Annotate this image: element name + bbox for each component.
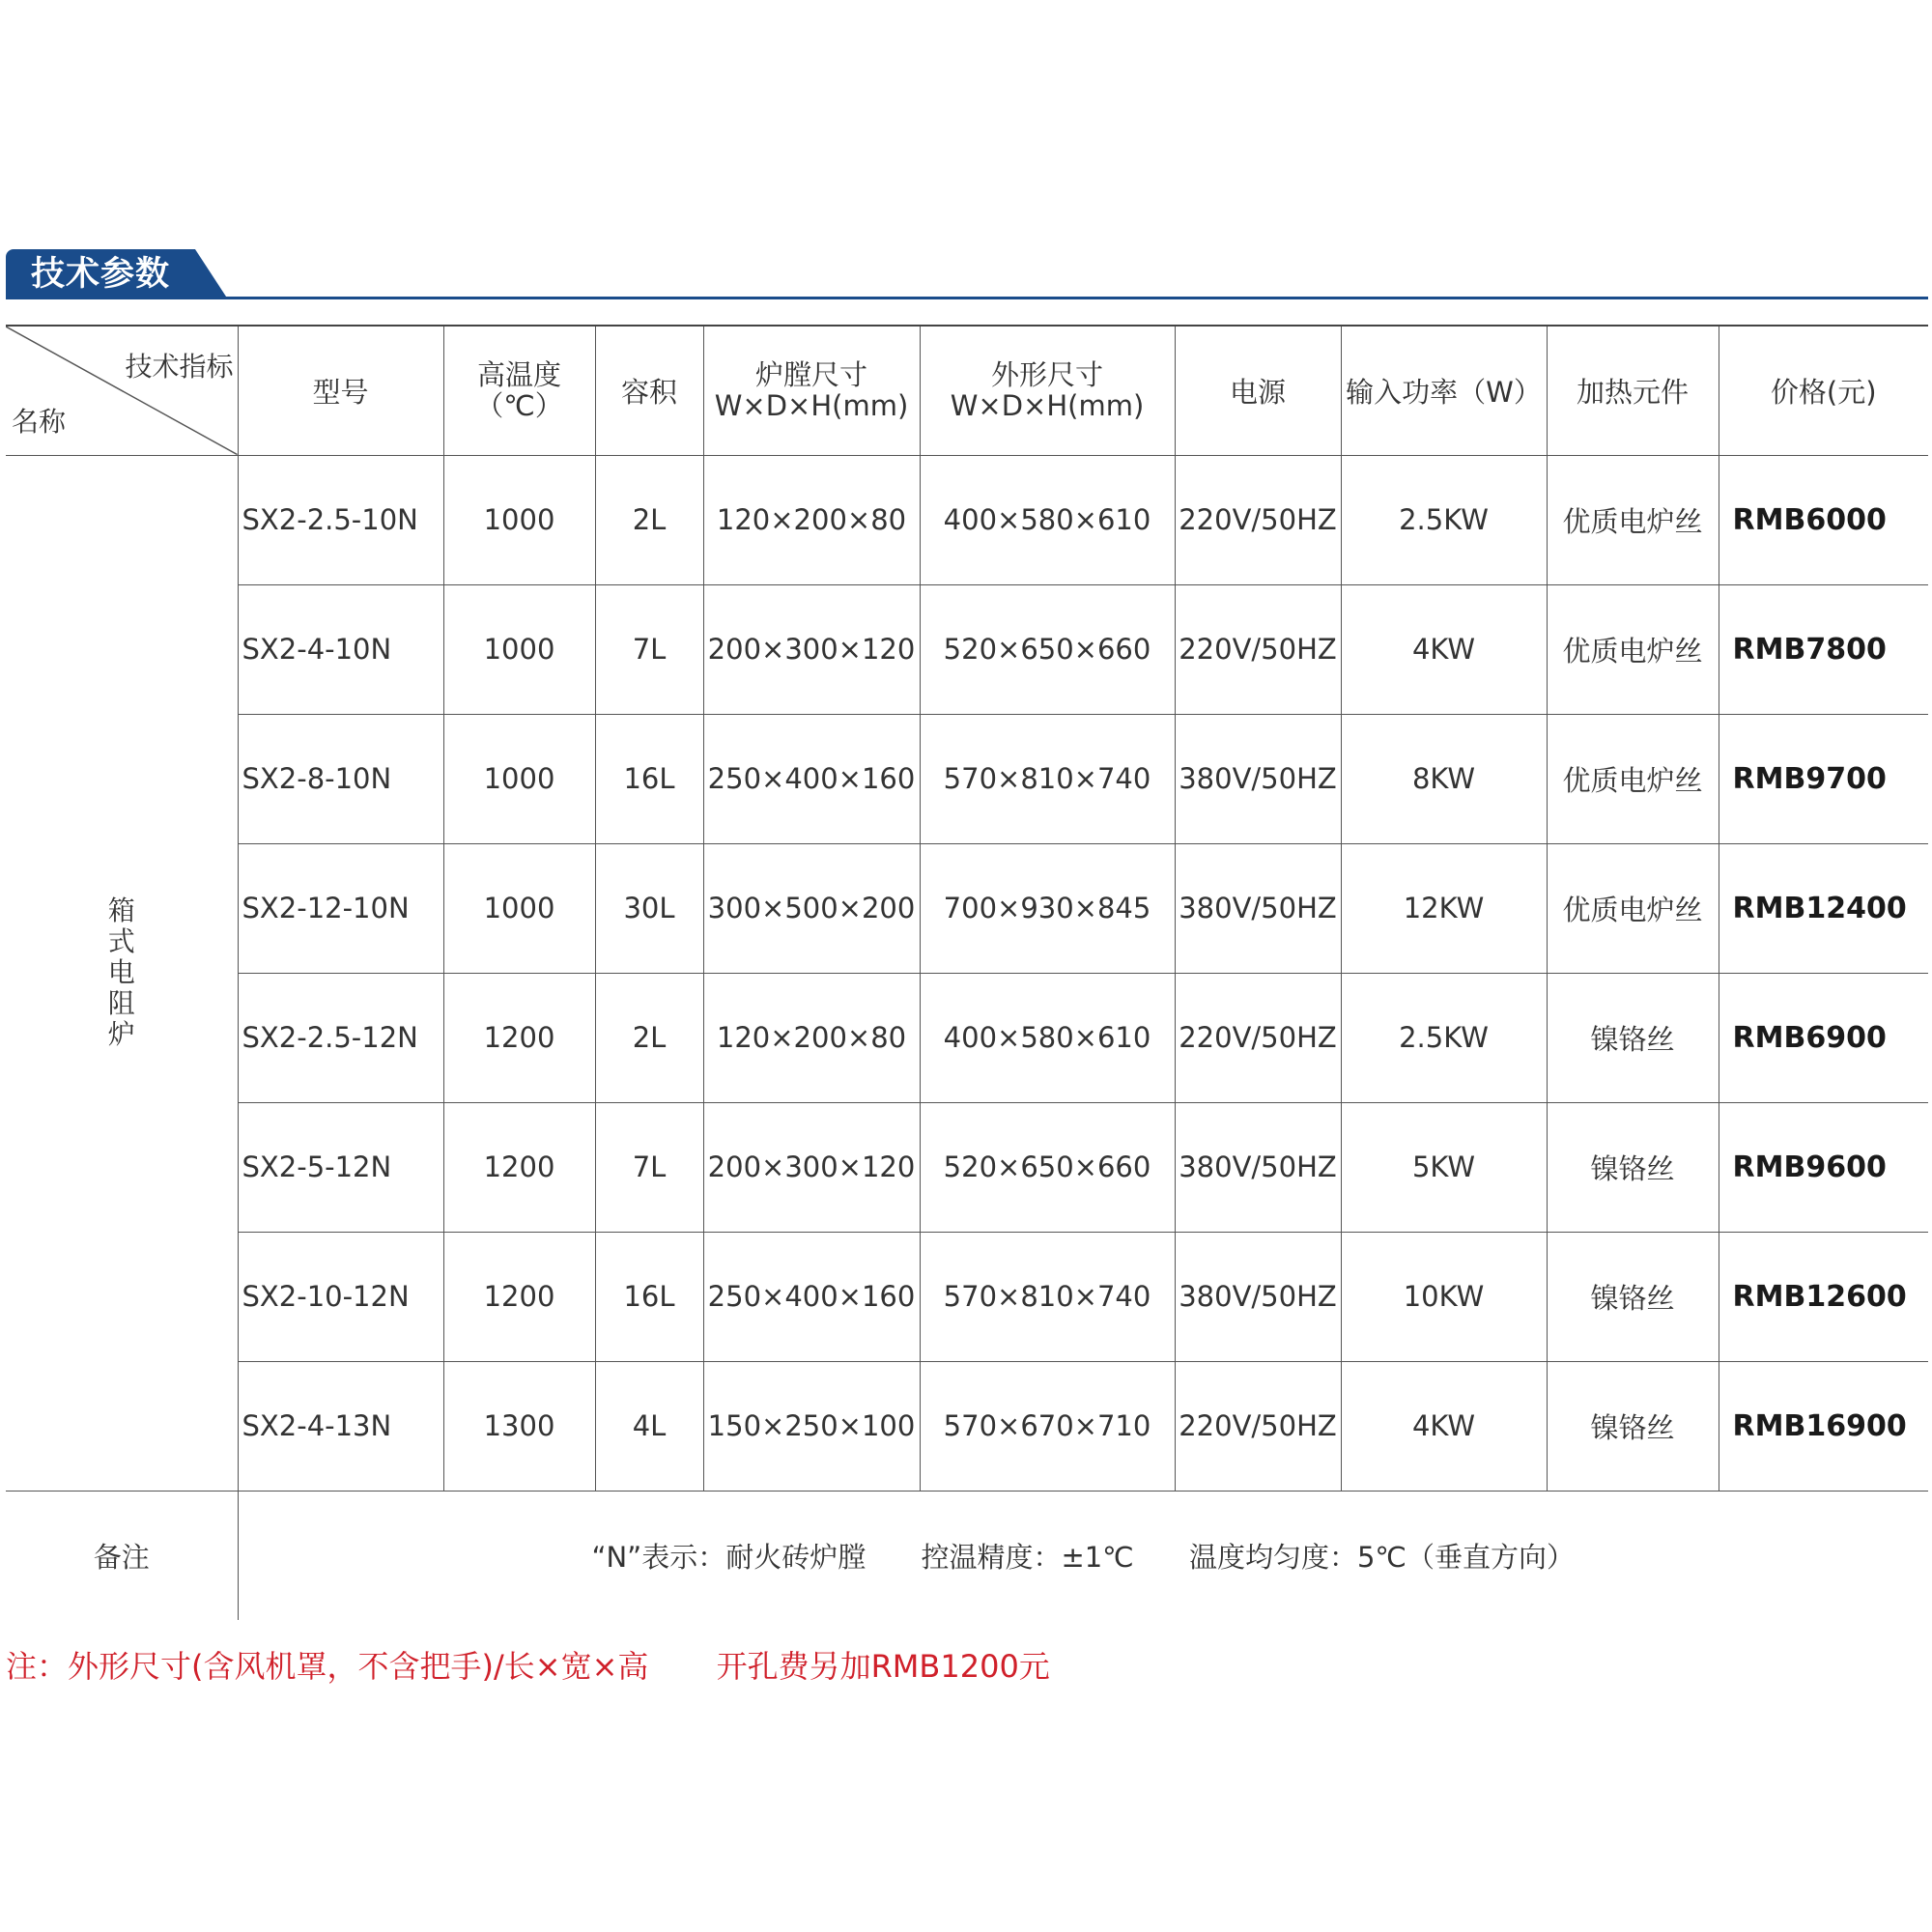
remark-content	[238, 1491, 1928, 1620]
cell-supply: 380V/50HZ	[1175, 1102, 1341, 1232]
cell-temp: 1000	[443, 843, 595, 973]
table-row	[6, 584, 1928, 714]
header-model: 型号	[238, 326, 443, 455]
cell-element: 镍铬丝	[1547, 1102, 1719, 1232]
header-chamber-line1: 炉膛尺寸	[754, 358, 867, 392]
table-row	[6, 843, 1928, 973]
cell-model: SX2-4-13N	[238, 1361, 443, 1491]
header-heating-element: 加热元件	[1547, 326, 1719, 455]
product-name-cell	[6, 455, 238, 1491]
cell-supply: 220V/50HZ	[1175, 455, 1341, 584]
cell-supply: 380V/50HZ	[1175, 843, 1341, 973]
cell-price: RMB12600	[1719, 1232, 1928, 1361]
cell-price: RMB6000	[1719, 455, 1928, 584]
header-temp-line2: （℃）	[475, 389, 563, 423]
cell-temp: 1200	[443, 1232, 595, 1361]
header-outer	[920, 326, 1175, 455]
cell-chamber: 150×250×100	[703, 1361, 920, 1491]
cell-power: 4KW	[1341, 1361, 1547, 1491]
corner-header	[6, 326, 238, 455]
cell-model: SX2-4-10N	[238, 584, 443, 714]
cell-power: 4KW	[1341, 584, 1547, 714]
cell-volume: 16L	[595, 714, 703, 843]
cell-chamber: 120×200×80	[703, 455, 920, 584]
footnote-dimensions: 注：外形尺寸(含风机罩，不含把手)/长×宽×高	[6, 1648, 649, 1685]
cell-supply: 220V/50HZ	[1175, 584, 1341, 714]
cell-volume: 30L	[595, 843, 703, 973]
cell-chamber: 250×400×160	[703, 1232, 920, 1361]
cell-outer: 570×810×740	[920, 714, 1175, 843]
cell-outer: 400×580×610	[920, 455, 1175, 584]
table-row	[6, 455, 1928, 584]
cell-element: 镍铬丝	[1547, 973, 1719, 1102]
cell-price: RMB9700	[1719, 714, 1928, 843]
header-chamber	[703, 326, 920, 455]
cell-temp: 1000	[443, 584, 595, 714]
footnote	[6, 1642, 1050, 1687]
cell-model: SX2-12-10N	[238, 843, 443, 973]
table-row	[6, 1361, 1928, 1491]
cell-power: 8KW	[1341, 714, 1547, 843]
section-title: 技术参数	[31, 255, 171, 294]
cell-element: 优质电炉丝	[1547, 584, 1719, 714]
cell-model: SX2-2.5-10N	[238, 455, 443, 584]
cell-volume: 2L	[595, 973, 703, 1102]
cell-element: 镍铬丝	[1547, 1361, 1719, 1491]
cell-price: RMB12400	[1719, 843, 1928, 973]
cell-element: 优质电炉丝	[1547, 843, 1719, 973]
header-outer-line1: 外形尺寸	[990, 358, 1103, 392]
table-row	[6, 973, 1928, 1102]
cell-volume: 16L	[595, 1232, 703, 1361]
cell-outer: 570×670×710	[920, 1361, 1175, 1491]
cell-volume: 7L	[595, 584, 703, 714]
cell-volume: 2L	[595, 455, 703, 584]
corner-bottom-label: 名称	[12, 405, 67, 438]
cell-chamber: 200×300×120	[703, 584, 920, 714]
header-outer-line2: W×D×H(mm)	[950, 389, 1145, 423]
product-name: 箱式电阻炉	[107, 895, 135, 1050]
cell-outer: 570×810×740	[920, 1232, 1175, 1361]
cell-temp: 1200	[443, 1102, 595, 1232]
cell-power: 5KW	[1341, 1102, 1547, 1232]
cell-price: RMB16900	[1719, 1361, 1928, 1491]
table-row	[6, 1102, 1928, 1232]
cell-outer: 520×650×660	[920, 1102, 1175, 1232]
cell-element: 镍铬丝	[1547, 1232, 1719, 1361]
cell-model: SX2-10-12N	[238, 1232, 443, 1361]
cell-temp: 1200	[443, 973, 595, 1102]
table-row	[6, 714, 1928, 843]
cell-price: RMB9600	[1719, 1102, 1928, 1232]
header-power-supply: 电源	[1175, 326, 1341, 455]
cell-model: SX2-5-12N	[238, 1102, 443, 1232]
cell-price: RMB7800	[1719, 584, 1928, 714]
remark-row	[6, 1491, 1928, 1620]
cell-temp: 1000	[443, 714, 595, 843]
cell-temp: 1000	[443, 455, 595, 584]
cell-power: 2.5KW	[1341, 455, 1547, 584]
cell-outer: 520×650×660	[920, 584, 1175, 714]
cell-chamber: 300×500×200	[703, 843, 920, 973]
cell-supply: 220V/50HZ	[1175, 973, 1341, 1102]
cell-volume: 7L	[595, 1102, 703, 1232]
cell-power: 10KW	[1341, 1232, 1547, 1361]
header-price: 价格(元)	[1719, 326, 1928, 455]
footnote-fee: 开孔费另加RMB1200元	[716, 1648, 1050, 1685]
cell-power: 2.5KW	[1341, 973, 1547, 1102]
cell-model: SX2-2.5-12N	[238, 973, 443, 1102]
section-heading	[6, 249, 1928, 299]
header-temp-line1: 高温度	[476, 358, 561, 392]
cell-supply: 380V/50HZ	[1175, 1232, 1341, 1361]
header-volume: 容积	[595, 326, 703, 455]
heading-rule	[218, 297, 1928, 299]
cell-price: RMB6900	[1719, 973, 1928, 1102]
header-row	[6, 326, 1928, 455]
header-temp	[443, 326, 595, 455]
cell-outer: 400×580×610	[920, 973, 1175, 1102]
remark-item: 温度均匀度：5℃（垂直方向）	[1188, 1540, 1576, 1574]
spec-table	[6, 325, 1928, 1620]
cell-chamber: 250×400×160	[703, 714, 920, 843]
cell-power: 12KW	[1341, 843, 1547, 973]
cell-outer: 700×930×845	[920, 843, 1175, 973]
remark-item: 控温精度：±1℃	[921, 1540, 1134, 1574]
cell-chamber: 200×300×120	[703, 1102, 920, 1232]
table-row	[6, 1232, 1928, 1361]
cell-supply: 380V/50HZ	[1175, 714, 1341, 843]
corner-top-label: 技术指标	[125, 351, 234, 383]
cell-model: SX2-8-10N	[238, 714, 443, 843]
header-input-power: 输入功率（W）	[1341, 326, 1547, 455]
remark-item: “N”表示：耐火砖炉膛	[591, 1540, 867, 1574]
header-chamber-line2: W×D×H(mm)	[714, 389, 909, 423]
cell-volume: 4L	[595, 1361, 703, 1491]
cell-element: 优质电炉丝	[1547, 455, 1719, 584]
cell-temp: 1300	[443, 1361, 595, 1491]
cell-chamber: 120×200×80	[703, 973, 920, 1102]
remark-label: 备注	[6, 1491, 238, 1620]
cell-element: 优质电炉丝	[1547, 714, 1719, 843]
cell-supply: 220V/50HZ	[1175, 1361, 1341, 1491]
